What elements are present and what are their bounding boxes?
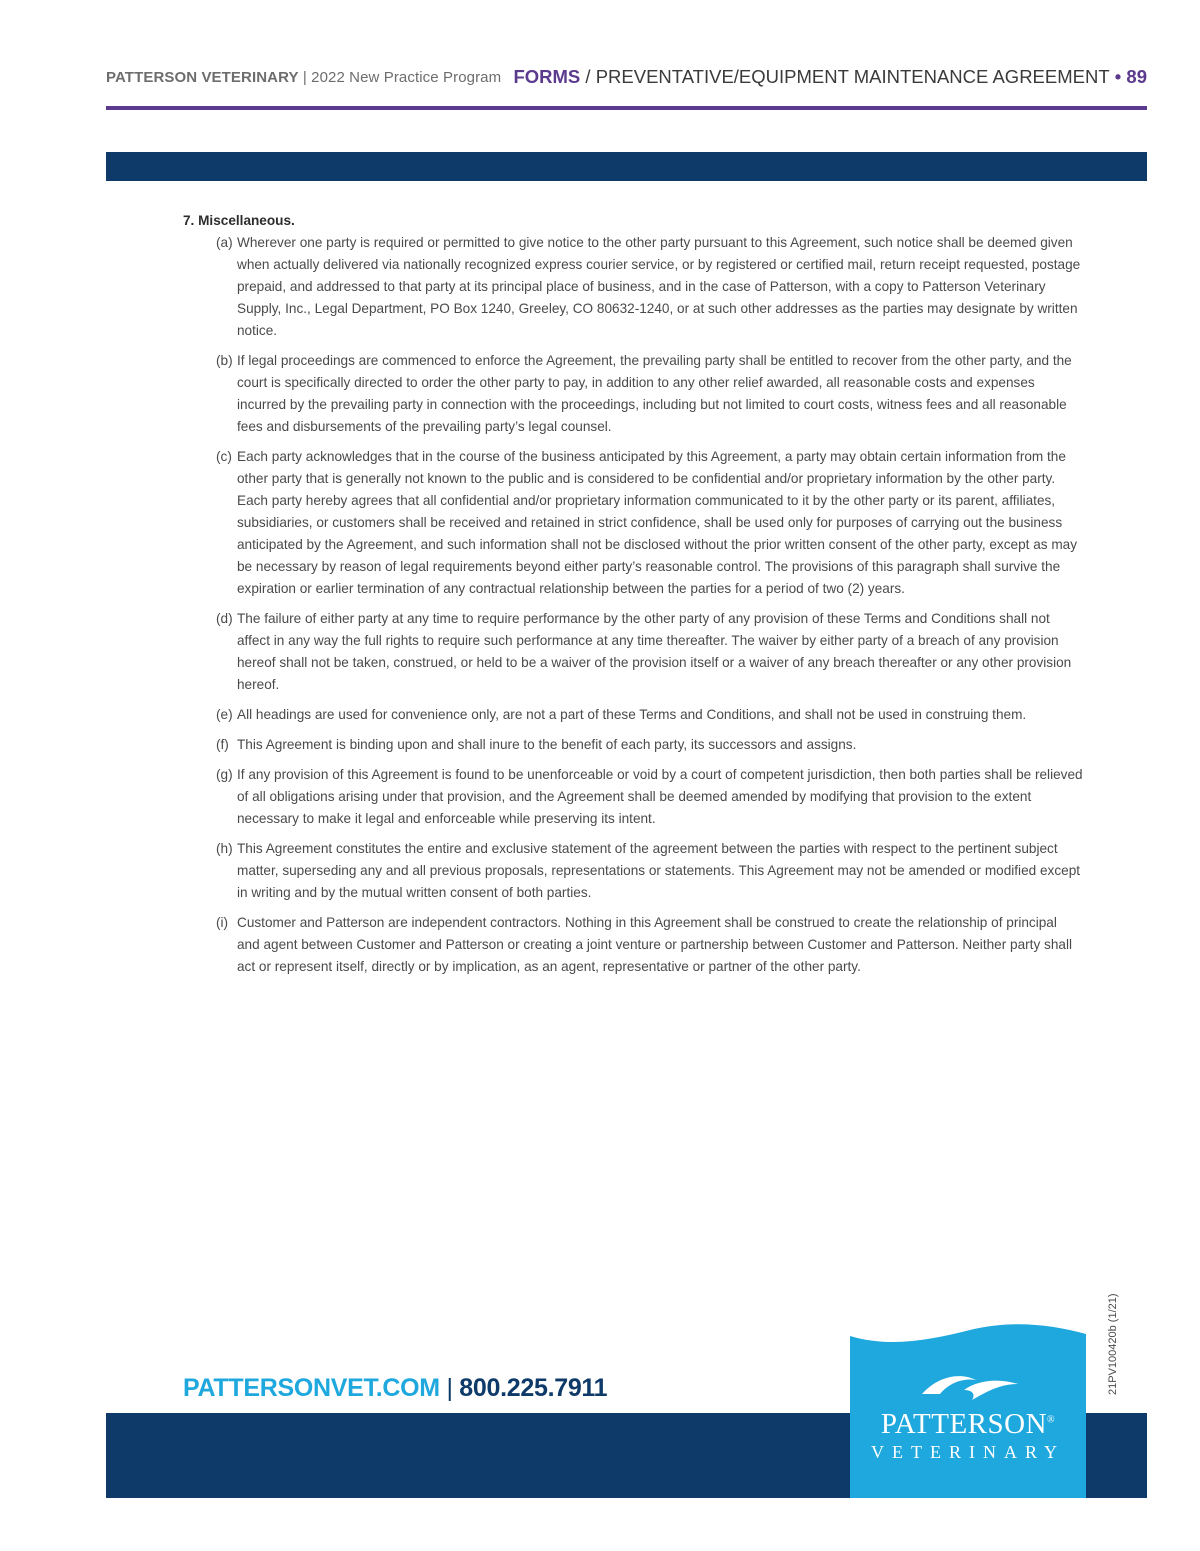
contact-separator: | xyxy=(439,1374,460,1402)
header-brand xyxy=(106,69,501,86)
clause-item xyxy=(183,912,1083,978)
page-header xyxy=(106,64,1147,92)
clause-text: This Agreement constitutes the entire and exclusive statement of the agreement between the parties with respect to the pertinent subject matter, superseding any and all previous proposals, representations or statements. This Agreement may not be amended or modified except in writing and by the mutual written consent of both parties. xyxy=(237,841,1081,900)
logo-subtitle: VETERINARY xyxy=(871,1442,1065,1462)
header-divider xyxy=(106,106,1147,110)
clause-item xyxy=(183,232,1083,342)
program-name: 2022 New Practice Program xyxy=(311,69,502,86)
header-section xyxy=(513,66,1147,88)
wave-swoosh-icon xyxy=(920,1370,1020,1404)
clause-text: This Agreement is binding upon and shall inure to the benefit of each party, its successors and assigns. xyxy=(237,737,857,752)
clause-label: (f) xyxy=(216,737,229,752)
clause-text: If legal proceedings are commenced to enforce the Agreement, the prevailing party shall be entitled to recover from the other party, and the court is specifically directed to order the other party to pay, in addition to any other relief awarded, all reasonable costs and expenses incurred by the prevailing party in connection with the proceedings, including but not limited to court costs, witness fees and all reasonable fees and disbursements of the prevailing party’s legal counsel. xyxy=(237,353,1072,434)
document-code: 21PV100420b (1/21) xyxy=(1107,1293,1119,1395)
clause-text: Customer and Patterson are independent contractors. Nothing in this Agreement shall be construed to create the relationship of principal and agent between Customer and Patterson or creating a joint venture or partnership between Customer and Patterson. Neither party shall act or represent itself, directly or by implication, as an agent, representative or partner of the other party. xyxy=(237,915,1072,974)
clause-list xyxy=(183,232,1083,978)
clause-label: (e) xyxy=(216,707,233,722)
section-slash: / xyxy=(580,66,596,87)
logo-wordmark xyxy=(850,1408,1086,1441)
brand-separator: | xyxy=(298,69,312,86)
clause-text: The failure of either party at any time to require performance by the other party of any provision of these Terms and Conditions shall not affect in any way the full rights to require such performance at any time thereafter. The waiver by either party of a breach of any provision hereof shall not be taken, construed, or held to be a waiver of the provision itself or a waiver of any breach thereafter or any other provision hereof. xyxy=(237,611,1072,692)
website-link[interactable]: PATTERSONVET.COM xyxy=(183,1374,440,1402)
clause-item xyxy=(183,704,1083,726)
agreement-body xyxy=(183,210,1083,986)
section-heading: 7. Miscellaneous. xyxy=(183,213,295,228)
brand-name: PATTERSON VETERINARY xyxy=(106,69,299,86)
clause-item xyxy=(183,838,1083,904)
section-bullet: • xyxy=(1109,66,1127,87)
clause-text: All headings are used for convenience only, are not a part of these Terms and Conditions, and shall not be used in construing them. xyxy=(237,707,1027,722)
clause-label: (h) xyxy=(216,841,233,856)
clause-label: (i) xyxy=(216,915,229,930)
clause-label: (b) xyxy=(216,353,233,368)
clause-item xyxy=(183,446,1083,600)
clause-label: (c) xyxy=(216,449,232,464)
clause-item xyxy=(183,764,1083,830)
title-band xyxy=(106,152,1147,181)
page-number: 89 xyxy=(1126,66,1147,87)
phone-number: 800.225.7911 xyxy=(459,1374,608,1402)
clause-label: (a) xyxy=(216,235,233,250)
clause-text: Wherever one party is required or permitted to give notice to the other party pursuant to this Agreement, such notice shall be deemed given when actually delivered via nationally recognized express courier service, or by registered or certified mail, return receipt requested, postage prepaid, and addressed to that party at its principal place of business, and in the case of Patterson, with a copy to Patterson Veterinary Supply, Inc., Legal Department, PO Box 1240, Greeley, CO 80632-1240, or at such other addresses as the parties may designate by written notice. xyxy=(237,235,1081,338)
clause-item xyxy=(183,608,1083,696)
footer-contact xyxy=(183,1374,607,1403)
clause-label: (d) xyxy=(216,611,233,626)
clause-item xyxy=(183,350,1083,438)
patterson-logo xyxy=(850,1318,1086,1498)
clause-text: If any provision of this Agreement is found to be unenforceable or void by a court of competent jurisdiction, then both parties shall be relieved of all obligations arising under that provision, and the Agreement shall be deemed amended by modifying that provision to the extent necessary to make it legal and enforceable while preserving its intent. xyxy=(237,767,1083,826)
clause-item xyxy=(183,734,1083,756)
section-title: PREVENTATIVE/EQUIPMENT MAINTENANCE AGREEMENT xyxy=(595,66,1110,87)
clause-label: (g) xyxy=(216,767,233,782)
section-forms: FORMS xyxy=(513,66,581,87)
registered-mark: ® xyxy=(1047,1414,1056,1426)
logo-name: PATTERSON xyxy=(880,1408,1048,1440)
clause-text: Each party acknowledges that in the course of the business anticipated by this Agreement, a party may obtain certain information from the other party that is generally not known to the public and is considered to be confidential and/or proprietary information by the other party. Each party hereby agrees that all confidential and/or proprietary information communicated to it by the other party or its parent, affiliates, subsidiaries, or customers shall be received and retained in strict confidence, shall be used only for purposes of carrying out the business anticipated by the Agreement, and such information shall not be disclosed without the prior written consent of the other party, except as may be necessary by reason of legal requirements beyond either party’s reasonable control. The provisions of this paragraph shall survive the expiration or earlier termination of any contractual relationship between the parties for a period of two (2) years. xyxy=(237,449,1078,596)
